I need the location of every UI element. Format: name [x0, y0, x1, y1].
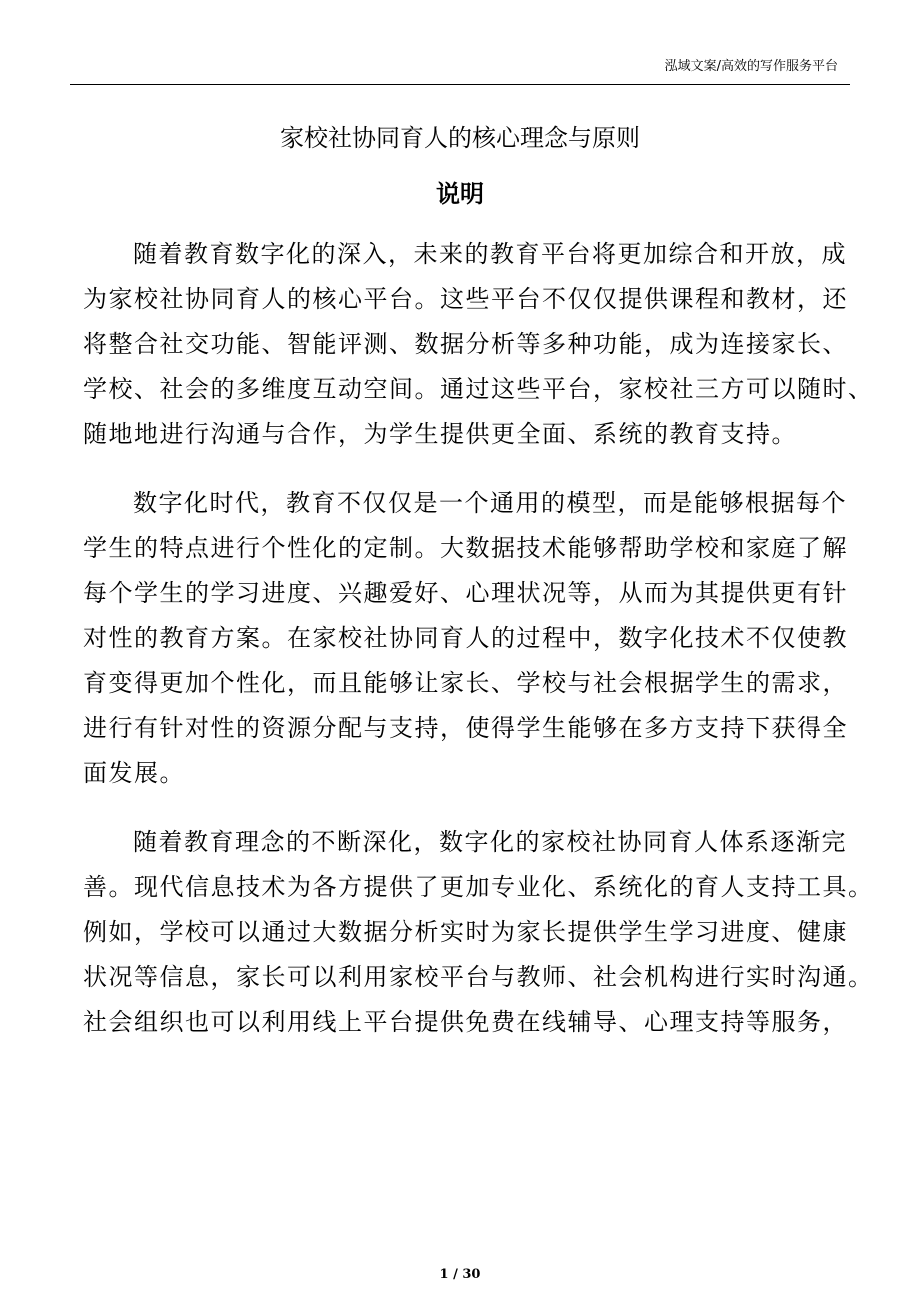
paragraph-line: 进行有针对性的资源分配与支持，使得学生能够在多方支持下获得全: [83, 714, 848, 742]
page-number: 1 / 30: [439, 1267, 481, 1282]
paragraph-line: 面发展。: [83, 759, 185, 787]
paragraph-line: 善。现代信息技术为各方提供了更加专业化、系统化的育人支持工具。: [83, 873, 874, 901]
paragraph-line: 数字化时代，教育不仅仅是一个通用的模型，而是能够根据每个: [133, 489, 847, 517]
paragraph-3: [83, 820, 874, 1045]
document-title: 家校社协同育人的核心理念与原则: [280, 124, 640, 152]
paragraph-line: 状况等信息，家长可以利用家校平台与教师、社会机构进行实时沟通。: [83, 963, 874, 991]
paragraph-1: [83, 232, 874, 457]
paragraph-line: 将整合社交功能、智能评测、数据分析等多种功能，成为连接家长、: [83, 330, 848, 358]
paragraph-line: 学校、社会的多维度互动空间。通过这些平台，家校社三方可以随时、: [83, 375, 874, 403]
paragraph-line: 学生的特点进行个性化的定制。大数据技术能够帮助学校和家庭了解: [83, 534, 848, 562]
header-brand-text: 泓域文案/高效的写作服务平台: [664, 59, 838, 74]
paragraph-line: 对性的教育方案。在家校社协同育人的过程中，数字化技术不仅使教: [83, 624, 848, 652]
paragraph-line: 随地地进行沟通与合作，为学生提供更全面、系统的教育支持。: [83, 420, 797, 448]
paragraph-line: 育变得更加个性化，而且能够让家长、学校与社会根据学生的需求，: [83, 669, 848, 697]
body-text: [83, 232, 874, 1069]
paragraph-line: 社会组织也可以利用线上平台提供免费在线辅导、心理支持等服务，: [83, 1008, 848, 1036]
paragraph-line: 每个学生的学习进度、兴趣爱好、心理状况等，从而为其提供更有针: [83, 579, 848, 607]
paragraph-line: 例如，学校可以通过大数据分析实时为家长提供学生学习进度、健康: [83, 918, 848, 946]
paragraph-line: 随着教育理念的不断深化，数字化的家校社协同育人体系逐渐完: [133, 828, 847, 856]
paragraph-2: [83, 481, 848, 796]
section-heading: 说明: [436, 180, 484, 208]
paragraph-line: 随着教育数字化的深入，未来的教育平台将更加综合和开放，成: [133, 240, 847, 268]
paragraph-line: 为家校社协同育人的核心平台。这些平台不仅仅提供课程和教材，还: [83, 285, 848, 313]
